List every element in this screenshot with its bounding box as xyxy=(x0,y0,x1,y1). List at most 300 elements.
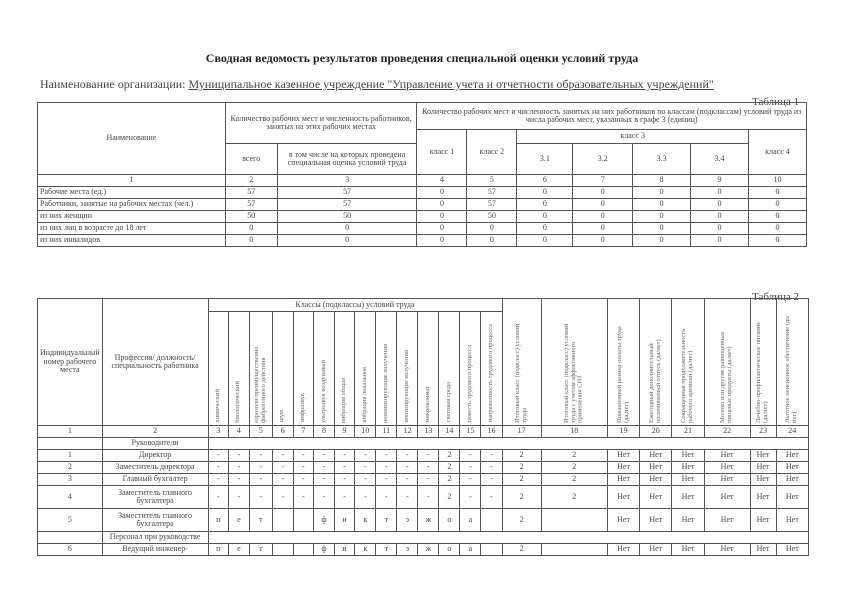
t2-cell: - xyxy=(314,474,335,486)
t1-cell: 0 xyxy=(225,235,277,247)
t2-colnum: 15 xyxy=(460,426,481,438)
t1-cell: 0 xyxy=(691,199,749,211)
t2-factor-header xyxy=(418,312,439,426)
t2-factor-label: аэрозоли преимущественно фиброгенного действия xyxy=(253,346,267,423)
t2-row-id: 4 xyxy=(38,486,103,509)
t2-cell: 2 xyxy=(439,486,460,509)
t2-cell: - xyxy=(208,474,229,486)
t2-row-profession: Заместитель директора xyxy=(102,462,208,474)
t1-colnum: 5 xyxy=(467,175,517,187)
t2-section-title: Руководители xyxy=(102,438,208,450)
t2-cell: а xyxy=(460,544,481,556)
t2-row-profession: Заместитель главного бухгалтера xyxy=(102,509,208,532)
t2-row xyxy=(38,450,809,462)
t2-cell xyxy=(273,509,294,532)
t1-row xyxy=(38,199,807,211)
t1-header-total: всего xyxy=(225,144,277,175)
t2-header-reduced-hours xyxy=(672,299,704,426)
t2-cell: Нет xyxy=(704,509,750,532)
t1-cell: 0 xyxy=(691,223,749,235)
t2-cell xyxy=(273,544,294,556)
t1-cell: 0 xyxy=(517,235,573,247)
t1-cell: 0 xyxy=(517,211,573,223)
t2-cell: - xyxy=(397,450,418,462)
t2-section-fill xyxy=(208,532,808,544)
t2-cell: Нет xyxy=(672,486,704,509)
t2-header-classes: Классы (подклассы) условий труда xyxy=(208,299,502,312)
t2-factor-label: неионизирующие излучения xyxy=(381,343,389,423)
t1-cell: 0 xyxy=(467,235,517,247)
t2-colnum: 1 xyxy=(38,426,103,438)
t1-header-class2: класс 2 xyxy=(467,130,517,175)
organization-label: Наименование организации: xyxy=(40,77,186,91)
t2-cell: - xyxy=(397,474,418,486)
t2-factor-label: Повышенный размер оплаты труда (да,нет) xyxy=(615,325,630,423)
t2-cell: Нет xyxy=(640,509,672,532)
t2-cell xyxy=(541,544,607,556)
t2-cell: Нет xyxy=(607,474,639,486)
t2-cell: и xyxy=(334,509,355,532)
t2-header-milk xyxy=(704,299,750,426)
t2-cell: 2 xyxy=(502,474,541,486)
t1-header-assessed: в том числе на которых проведена специальная оценка условий труда xyxy=(277,144,417,175)
t2-cell: - xyxy=(397,462,418,474)
t2-factor-label: тяжесть трудового процесса xyxy=(466,344,474,423)
t2-cell: - xyxy=(293,474,314,486)
t2-cell: - xyxy=(355,462,376,474)
t2-cell: Нет xyxy=(607,486,639,509)
t1-cell: 0 xyxy=(417,211,467,223)
t2-cell: о xyxy=(439,544,460,556)
t2-cell: Нет xyxy=(672,544,704,556)
t1-header-class3-4: 3.4 xyxy=(691,144,749,175)
t2-colnum: 18 xyxy=(541,426,607,438)
t2-row xyxy=(38,544,809,556)
t2-cell: 2 xyxy=(439,450,460,462)
t2-cell: о xyxy=(439,509,460,532)
t1-colnum: 6 xyxy=(517,175,573,187)
t2-factor-header xyxy=(334,312,355,426)
t2-cell: - xyxy=(355,486,376,509)
organization-name: Муниципальное казенное учреждение "Управление учета и отчетности образовательных учреждений" xyxy=(188,77,714,91)
t2-cell: - xyxy=(229,486,250,509)
t2-cell: Нет xyxy=(776,450,808,462)
t2-cell: - xyxy=(229,474,250,486)
t2-cell: - xyxy=(249,462,272,474)
t2-header-final-class xyxy=(502,299,541,426)
t2-colnum: 13 xyxy=(418,426,439,438)
t2-cell: - xyxy=(418,474,439,486)
t2-factor-header xyxy=(293,312,314,426)
t2-cell: - xyxy=(376,450,397,462)
t2-cell: - xyxy=(481,486,502,509)
t1-header-class3-1: 3.1 xyxy=(517,144,573,175)
t1-cell: 0 xyxy=(417,199,467,211)
t2-cell xyxy=(293,509,314,532)
t2-row xyxy=(38,462,809,474)
t2-cell: Нет xyxy=(704,450,750,462)
t2-colnum: 22 xyxy=(704,426,750,438)
t2-colnum: 20 xyxy=(640,426,672,438)
t2-row-profession: Директор xyxy=(102,450,208,462)
t2-cell: т xyxy=(376,509,397,532)
t2-section-spacer xyxy=(38,532,103,544)
t1-row-name: Работники, занятые на рабочих местах (чел.) xyxy=(38,199,226,211)
t2-cell: - xyxy=(293,450,314,462)
t1-cell: 0 xyxy=(633,211,691,223)
t2-row-profession: Заместитель главного бухгалтера xyxy=(102,486,208,509)
t2-colnum: 17 xyxy=(502,426,541,438)
t2-cell: 2 xyxy=(502,544,541,556)
t2-col-numbers xyxy=(38,426,809,438)
table1 xyxy=(37,102,807,247)
t2-cell: - xyxy=(293,486,314,509)
t1-cell: 0 xyxy=(633,223,691,235)
t2-section-spacer xyxy=(38,438,103,450)
t2-colnum: 6 xyxy=(273,426,294,438)
t1-row-name: Рабочие места (ед.) xyxy=(38,187,226,199)
t2-cell: Нет xyxy=(704,486,750,509)
t2-cell: Нет xyxy=(776,544,808,556)
t1-header-workplaces: Количество рабочих мест и численность работников, занятых на этих рабочих местах xyxy=(225,103,417,144)
t2-cell: а xyxy=(460,509,481,532)
t2-factor-label: Молоко или другие равноценные пищевые продукты (да/нет) xyxy=(719,330,734,423)
t1-cell: 0 xyxy=(467,223,517,235)
t2-cell: - xyxy=(460,462,481,474)
t2-factor-label: ионизирующие излучения xyxy=(402,349,410,423)
t1-cell: 57 xyxy=(277,199,417,211)
t2-factor-label: микроклимат xyxy=(423,385,431,423)
t2-cell: - xyxy=(481,462,502,474)
t2-factor-header xyxy=(249,312,272,426)
t1-colnum: 7 xyxy=(573,175,633,187)
t2-head xyxy=(38,299,809,438)
t1-cell: 0 xyxy=(748,235,806,247)
t2-cell: - xyxy=(481,450,502,462)
t2-cell xyxy=(481,509,502,532)
t2-cell: Нет xyxy=(750,544,776,556)
page-title: Сводная ведомость результатов проведения специальной оценки условий труда xyxy=(205,51,639,65)
t1-cell: 0 xyxy=(277,235,417,247)
t2-cell: - xyxy=(376,486,397,509)
t2-cell: 2 xyxy=(502,486,541,509)
t1-header-name: Наименование xyxy=(38,103,226,175)
t2-cell: Нет xyxy=(640,544,672,556)
t2-cell: Нет xyxy=(672,509,704,532)
t1-cell: 0 xyxy=(573,187,633,199)
t2-row-id: 5 xyxy=(38,509,103,532)
t1-row xyxy=(38,187,807,199)
t2-factor-label: световая среда xyxy=(445,382,452,423)
t1-header-class3: класс 3 xyxy=(517,130,749,144)
t1-cell: 57 xyxy=(277,187,417,199)
t2-cell: Нет xyxy=(640,450,672,462)
t2-cell: т xyxy=(249,509,272,532)
t1-col-numbers xyxy=(38,175,807,187)
t2-cell: э xyxy=(397,509,418,532)
t1-colnum: 8 xyxy=(633,175,691,187)
t2-cell: 2 xyxy=(502,509,541,532)
t2-factor-label: Лечебно-профилактическое питание (да/нет) xyxy=(755,321,770,423)
t2-cell: Нет xyxy=(750,509,776,532)
t1-cell: 0 xyxy=(573,235,633,247)
t2-cell: 2 xyxy=(541,486,607,509)
t2-cell: - xyxy=(208,450,229,462)
t2-row-id: 1 xyxy=(38,450,103,462)
t2-section-title: Персонал при руководстве xyxy=(102,532,208,544)
t2-cell: - xyxy=(249,486,272,509)
t1-cell: 0 xyxy=(573,211,633,223)
t1-cell: 50 xyxy=(277,211,417,223)
table1-caption: Таблица 1 xyxy=(752,96,800,108)
t2-cell: - xyxy=(397,486,418,509)
t2-cell: Нет xyxy=(776,462,808,474)
t2-cell: Нет xyxy=(704,474,750,486)
t2-cell: ф xyxy=(314,544,335,556)
t2-factor-header xyxy=(273,312,294,426)
t1-colnum: 10 xyxy=(748,175,806,187)
table2 xyxy=(37,298,809,556)
t2-row-profession: Главный бухгалтер xyxy=(102,474,208,486)
t2-cell: - xyxy=(355,474,376,486)
t2-cell: э xyxy=(397,544,418,556)
t2-cell: Нет xyxy=(704,462,750,474)
t2-cell: 2 xyxy=(502,462,541,474)
t2-row xyxy=(38,486,809,509)
t2-cell: - xyxy=(273,450,294,462)
t2-cell: - xyxy=(273,474,294,486)
t2-header-pension xyxy=(776,299,808,426)
t2-factor-label: инфразвук xyxy=(298,393,306,423)
t2-row xyxy=(38,509,809,532)
t1-cell: 0 xyxy=(417,223,467,235)
t2-cell: Нет xyxy=(704,544,750,556)
t2-cell: 2 xyxy=(439,462,460,474)
t2-cell: - xyxy=(376,462,397,474)
t2-section-row xyxy=(38,532,809,544)
t2-cell: к xyxy=(355,509,376,532)
t2-colnum: 9 xyxy=(334,426,355,438)
t2-factor-header xyxy=(229,312,250,426)
t2-factor-label: ультразвук воздушный xyxy=(319,359,327,423)
t2-factor-header xyxy=(481,312,502,426)
t2-row xyxy=(38,474,809,486)
t2-colnum: 10 xyxy=(355,426,376,438)
t1-cell: 0 xyxy=(633,235,691,247)
t1-cell: 50 xyxy=(225,211,277,223)
t2-row-id: 2 xyxy=(38,462,103,474)
t2-body xyxy=(38,438,809,556)
t1-cell: 0 xyxy=(517,199,573,211)
t2-cell: - xyxy=(249,474,272,486)
t2-factor-header xyxy=(208,312,229,426)
t2-colnum: 16 xyxy=(481,426,502,438)
t2-cell: Нет xyxy=(607,544,639,556)
t2-cell: 2 xyxy=(502,450,541,462)
t2-cell: - xyxy=(460,450,481,462)
t1-cell: 0 xyxy=(573,199,633,211)
t2-section-row xyxy=(38,438,809,450)
t1-cell: 0 xyxy=(517,187,573,199)
t1-header-class1: класс 1 xyxy=(417,130,467,175)
t2-cell: - xyxy=(249,450,272,462)
t1-row-name: из них инвалидов xyxy=(38,235,226,247)
t2-cell: Нет xyxy=(640,462,672,474)
t2-colnum: 4 xyxy=(229,426,250,438)
t2-cell: - xyxy=(293,462,314,474)
t1-cell: 57 xyxy=(225,199,277,211)
t2-cell: Нет xyxy=(750,474,776,486)
t2-cell: Нет xyxy=(776,509,808,532)
t1-header-classes: Количество рабочих мест и численность занятых на них работников по классам (подклассам) условий труда из числа рабочих мест, указанных в графе 3 (единиц) xyxy=(417,103,807,130)
t1-cell: 0 xyxy=(748,199,806,211)
t2-row-profession: Ведущий инженер- xyxy=(102,544,208,556)
t2-colnum: 5 xyxy=(249,426,272,438)
t2-colnum: 7 xyxy=(293,426,314,438)
t1-colnum: 3 xyxy=(277,175,417,187)
t2-factor-label: Ежегодный дополнительный оплачиваемый отпуск (да/нет) xyxy=(647,338,662,423)
t2-cell: е xyxy=(229,544,250,556)
t2-cell: - xyxy=(334,474,355,486)
t2-cell: Нет xyxy=(776,486,808,509)
t2-colnum: 21 xyxy=(672,426,704,438)
t2-cell: Нет xyxy=(672,462,704,474)
t2-colnum: 23 xyxy=(750,426,776,438)
t2-factor-label: биологический xyxy=(234,380,242,423)
t2-cell xyxy=(481,544,502,556)
t2-cell: - xyxy=(460,486,481,509)
t2-cell: 2 xyxy=(541,474,607,486)
t2-cell: Нет xyxy=(607,450,639,462)
t1-colnum: 1 xyxy=(38,175,226,187)
t2-cell: ф xyxy=(314,509,335,532)
t2-cell: - xyxy=(314,486,335,509)
t2-factor-label: Льготное пенсионное обеспечение (да/нет) xyxy=(784,314,799,423)
t2-header-profession: Профессия/ должность/ специальность работника xyxy=(102,299,208,426)
t2-cell: е xyxy=(229,509,250,532)
t2-cell: - xyxy=(481,474,502,486)
table2-caption: Таблица 2 xyxy=(752,291,800,303)
t2-factor-header xyxy=(355,312,376,426)
t2-cell: 2 xyxy=(541,462,607,474)
organization-line xyxy=(40,77,714,92)
t2-cell: Нет xyxy=(750,486,776,509)
t2-cell xyxy=(293,544,314,556)
t1-cell: 0 xyxy=(748,211,806,223)
t2-cell: - xyxy=(229,462,250,474)
t2-cell: Нет xyxy=(607,462,639,474)
t2-header-extra-leave xyxy=(640,299,672,426)
t2-cell: - xyxy=(355,450,376,462)
t2-cell: - xyxy=(208,486,229,509)
t2-header-increased-pay xyxy=(607,299,639,426)
t2-cell: 2 xyxy=(541,450,607,462)
t1-cell: 0 xyxy=(633,187,691,199)
t2-cell: - xyxy=(334,462,355,474)
t2-cell: Нет xyxy=(640,486,672,509)
t2-header-id: Индивидуальный номер рабочего места xyxy=(38,299,103,426)
t2-cell: Нет xyxy=(750,462,776,474)
t2-cell: т xyxy=(376,544,397,556)
t2-factor-label: Сокращенная продолжительность рабочего времени (да/нет) xyxy=(680,328,695,423)
t2-cell: и xyxy=(334,544,355,556)
t1-cell: 57 xyxy=(467,187,517,199)
t2-cell: Нет xyxy=(776,474,808,486)
t2-factor-header xyxy=(397,312,418,426)
t2-colnum: 24 xyxy=(776,426,808,438)
t2-cell: - xyxy=(334,450,355,462)
t1-row xyxy=(38,235,807,247)
t1-colnum: 2 xyxy=(225,175,277,187)
t1-header-class3-2: 3.2 xyxy=(573,144,633,175)
t2-colnum: 8 xyxy=(314,426,335,438)
t1-cell: 57 xyxy=(467,199,517,211)
t2-header-final-class-siz xyxy=(541,299,607,426)
t2-colnum: 14 xyxy=(439,426,460,438)
t2-row-id: 6 xyxy=(38,544,103,556)
t2-factor-label: вибрация общая xyxy=(340,377,348,423)
t1-colnum: 4 xyxy=(417,175,467,187)
t1-header-class4: класс 4 xyxy=(748,130,806,175)
t2-colnum: 12 xyxy=(397,426,418,438)
t1-cell: 0 xyxy=(417,187,467,199)
t2-cell: - xyxy=(418,450,439,462)
t1-cell: 0 xyxy=(225,223,277,235)
t2-cell: п xyxy=(208,544,229,556)
t2-cell: Нет xyxy=(640,474,672,486)
t2-cell: - xyxy=(334,486,355,509)
t2-cell: - xyxy=(418,462,439,474)
t1-body xyxy=(38,187,807,247)
t2-factor-label: Итоговый класс (подкласс) условий труда xyxy=(513,323,528,423)
t1-row xyxy=(38,223,807,235)
t2-cell: к xyxy=(355,544,376,556)
t1-cell: 0 xyxy=(748,223,806,235)
t1-cell: 0 xyxy=(417,235,467,247)
t2-cell: ж xyxy=(418,544,439,556)
t2-factor-label: химический xyxy=(213,388,221,423)
t2-cell: - xyxy=(376,474,397,486)
t1-cell: 0 xyxy=(691,235,749,247)
t2-cell: - xyxy=(273,462,294,474)
t2-colnum: 2 xyxy=(102,426,208,438)
t1-colnum: 9 xyxy=(691,175,749,187)
t1-cell: 0 xyxy=(277,223,417,235)
t1-cell: 0 xyxy=(633,199,691,211)
t2-header-therapeutic-food xyxy=(750,299,776,426)
t1-cell: 50 xyxy=(467,211,517,223)
t2-cell: п xyxy=(208,509,229,532)
t2-cell: 2 xyxy=(439,474,460,486)
t2-cell: Нет xyxy=(607,509,639,532)
t2-cell: - xyxy=(229,450,250,462)
t1-cell: 0 xyxy=(748,187,806,199)
t2-cell: Нет xyxy=(672,450,704,462)
t1-cell: 0 xyxy=(691,211,749,223)
t2-colnum: 3 xyxy=(208,426,229,438)
t1-row-name: из них женщин xyxy=(38,211,226,223)
t2-cell: - xyxy=(460,474,481,486)
t2-cell: - xyxy=(314,462,335,474)
t1-cell: 0 xyxy=(691,187,749,199)
t2-cell xyxy=(541,509,607,532)
t1-header-class3-3: 3.3 xyxy=(633,144,691,175)
t2-cell: Нет xyxy=(672,474,704,486)
t2-cell: - xyxy=(314,450,335,462)
t2-row-id: 3 xyxy=(38,474,103,486)
t2-factor-header xyxy=(376,312,397,426)
t2-cell: ж xyxy=(418,509,439,532)
